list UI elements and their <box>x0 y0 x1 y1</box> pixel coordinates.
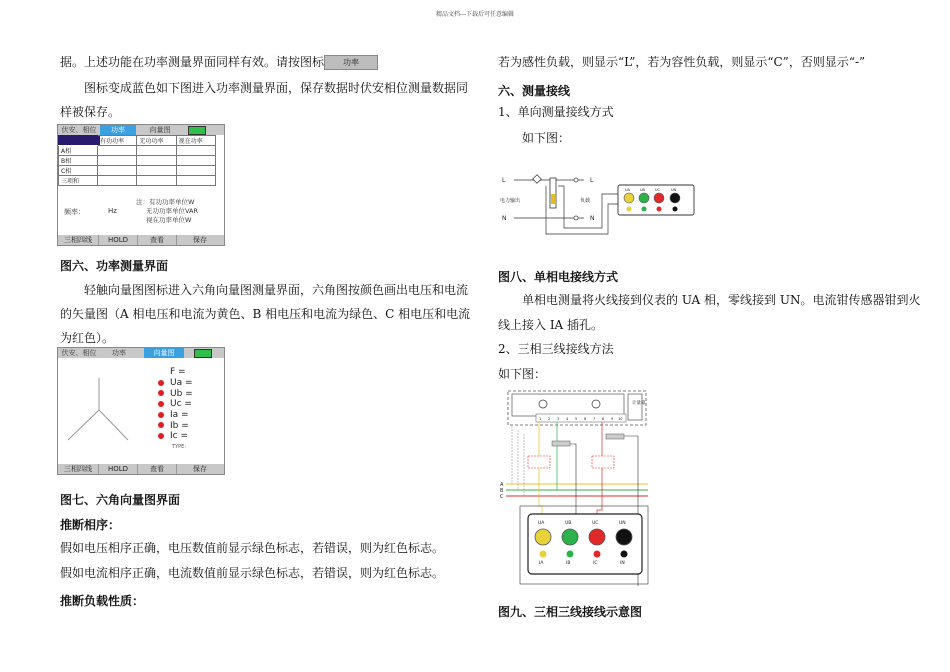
left-para-3-line2: 的矢量图（A 相电压和电流为黄色、B 相电压和电流为绿色、C 相电压和电流 <box>60 307 471 321</box>
phase-indicator-icon <box>158 433 164 439</box>
section-6-1-heading: 1、单向测量接线方式 <box>498 105 614 119</box>
three-phase-wiring-diagram <box>498 386 658 586</box>
line-a-label: A <box>500 482 504 488</box>
svg-text:4: 4 <box>566 417 569 421</box>
type-label: TYPE: <box>172 444 186 450</box>
view-button[interactable]: 查看 <box>138 464 177 474</box>
sequence-line-2: 假如电流相序正确，电流数值前显示绿色标志，若错误，则为红色标志。 <box>60 566 445 580</box>
screen-top-bar <box>58 348 224 358</box>
view-button[interactable]: 查看 <box>138 235 177 245</box>
section-6-heading: 六、测量接线 <box>498 84 571 98</box>
freq-label: 频率： <box>64 208 85 216</box>
ib-value: Ib = <box>158 421 189 432</box>
table-row <box>59 156 216 166</box>
table-corner <box>59 136 98 146</box>
svg-text:6: 6 <box>584 417 587 421</box>
left-para-2-line2: 样被保存。 <box>60 105 121 119</box>
svg-text:UN: UN <box>619 521 626 526</box>
uc-value: Uc = <box>158 399 192 410</box>
ia-value: Ia = <box>158 410 189 421</box>
table-row <box>59 146 216 156</box>
row-label: C相 <box>59 166 98 176</box>
tab-volt-phase[interactable]: 伏安、相位 <box>61 126 97 134</box>
load-label: 负载 <box>580 198 591 204</box>
right-para-2-line2: 线上接入 IA 插孔。 <box>498 318 604 332</box>
figure-9-caption: 图九、三相三线接线示意图 <box>498 605 643 619</box>
row-label: A相 <box>59 146 98 156</box>
svg-text:3: 3 <box>557 417 560 421</box>
row-label: 三项和 <box>59 176 98 186</box>
svg-text:UA: UA <box>625 188 630 192</box>
table-row <box>59 166 216 176</box>
svg-text:IN: IN <box>620 561 625 566</box>
ua-value: Ua = <box>158 378 193 389</box>
phase-indicator-icon <box>158 412 164 418</box>
power-measure-screen <box>57 124 225 246</box>
battery-icon <box>194 349 212 358</box>
left-para-1-text: 据。上述功能在功率测量界面同样有效。请按图标 <box>60 55 325 69</box>
hexagon-vector-diagram <box>58 358 148 462</box>
page-header: 精品文档---下载后可任意编辑 <box>435 11 515 18</box>
left-para-3-line1: 轻触向量图图标进入六角向量图测量界面，六角图按颜色画出电压和电流 <box>84 283 469 297</box>
save-button[interactable]: 保存 <box>193 236 207 244</box>
screen-top-bar <box>58 125 224 135</box>
unit-note-2: 无功功率单位VAR <box>146 207 198 215</box>
section-6-2-heading: 2、三相三线接线方法 <box>498 342 614 356</box>
svg-text:UN: UN <box>671 188 677 192</box>
figure-6-caption: 图六、功率测量界面 <box>60 259 169 273</box>
tab-volt-phase[interactable]: 伏安、相位 <box>61 349 97 357</box>
svg-text:IC: IC <box>593 561 598 566</box>
table-row <box>59 176 216 186</box>
phase-indicator-icon <box>158 380 164 386</box>
unit-note-1: 注：有功功率单位W <box>136 198 195 206</box>
power-table <box>58 135 216 186</box>
unit-note-3: 视在功率单位W <box>146 216 192 224</box>
phase-indicator-icon <box>158 422 164 428</box>
line-b-label: B <box>500 488 504 494</box>
left-para-2-line1: 图标变成蓝色如下图进入功率测量界面，保存数据时伏安相位测量数据同 <box>84 81 469 95</box>
right-para-2-line1: 单相电测量将火线接到仪表的 UA 相，零线接到 UN。电流钳传感器钳到火 <box>522 293 921 307</box>
vector-screen <box>57 347 225 475</box>
power-output-label: 电力输出 <box>500 198 521 204</box>
svg-text:UB: UB <box>565 521 572 526</box>
line-l-label: L <box>502 177 506 184</box>
svg-text:UA: UA <box>538 521 545 526</box>
svg-text:2: 2 <box>548 417 551 421</box>
svg-text:UC: UC <box>592 521 599 526</box>
line-l-label-right: L <box>590 177 594 184</box>
col-reactive-power: 无功功率 <box>137 136 176 146</box>
line-n-label-right: N <box>590 215 595 222</box>
save-button[interactable]: 保存 <box>193 465 207 473</box>
left-para-3-line3: 为红色）。 <box>60 331 115 345</box>
svg-text:1: 1 <box>539 417 542 421</box>
ub-value: Ub = <box>158 389 193 400</box>
line-n-label: N <box>502 215 507 222</box>
svg-text:10: 10 <box>618 417 623 421</box>
load-nature-heading: 推断负载性质： <box>60 594 145 608</box>
svg-text:IA: IA <box>539 561 544 566</box>
frequency-value: F = <box>170 367 186 377</box>
meter-box-label: 计量箱 <box>632 401 646 406</box>
terminal-strip <box>536 414 626 422</box>
svg-text:UB: UB <box>640 188 645 192</box>
col-apparent-power: 视在功率 <box>176 136 215 146</box>
battery-icon <box>188 126 206 135</box>
right-para-1: 若为感性负载，则显示“L”，若为容性负载，则显示“C”，否则显示“-” <box>498 55 866 69</box>
line-c-label: C <box>500 494 504 500</box>
svg-text:5: 5 <box>575 417 578 421</box>
mode-button[interactable]: 三相四线 <box>58 464 99 474</box>
power-icon-button[interactable]: 功率 <box>324 55 378 70</box>
svg-text:8: 8 <box>602 417 605 421</box>
phase-sequence-heading: 推断相序： <box>60 518 121 532</box>
tab-vector[interactable]: 向量图 <box>149 126 171 134</box>
tab-power[interactable]: 功率 <box>112 349 126 357</box>
svg-text:IB: IB <box>566 561 571 566</box>
freq-unit: Hz <box>108 207 117 215</box>
svg-text:UC: UC <box>655 188 661 192</box>
figure-8-caption: 图八、单相电接线方式 <box>498 270 619 284</box>
see-figure-1: 如下图： <box>522 131 571 145</box>
screen-bottom-bar <box>58 464 224 474</box>
mode-button[interactable]: 三相四线 <box>58 235 99 245</box>
phase-indicator-icon <box>158 401 164 407</box>
single-phase-wiring-diagram <box>498 168 698 240</box>
svg-text:7: 7 <box>593 417 596 421</box>
row-label: B相 <box>59 156 98 166</box>
hold-button[interactable]: HOLD <box>99 464 138 474</box>
see-figure-2: 如下图： <box>498 367 547 381</box>
svg-text:9: 9 <box>611 417 614 421</box>
ic-value: Ic = <box>158 431 188 442</box>
hold-button[interactable]: HOLD <box>99 235 138 245</box>
figure-7-caption: 图七、六角向量图界面 <box>60 493 181 507</box>
tab-power[interactable]: 功率 <box>100 125 136 135</box>
sequence-line-1: 假如电压相序正确，电压数值前显示绿色标志，若错误，则为红色标志。 <box>60 541 445 555</box>
phase-indicator-icon <box>158 390 164 396</box>
left-para-1 <box>60 50 378 74</box>
col-active-power: 有功功率 <box>98 136 137 146</box>
screen-bottom-bar <box>58 235 224 245</box>
tab-vector[interactable]: 向量图 <box>144 348 184 358</box>
